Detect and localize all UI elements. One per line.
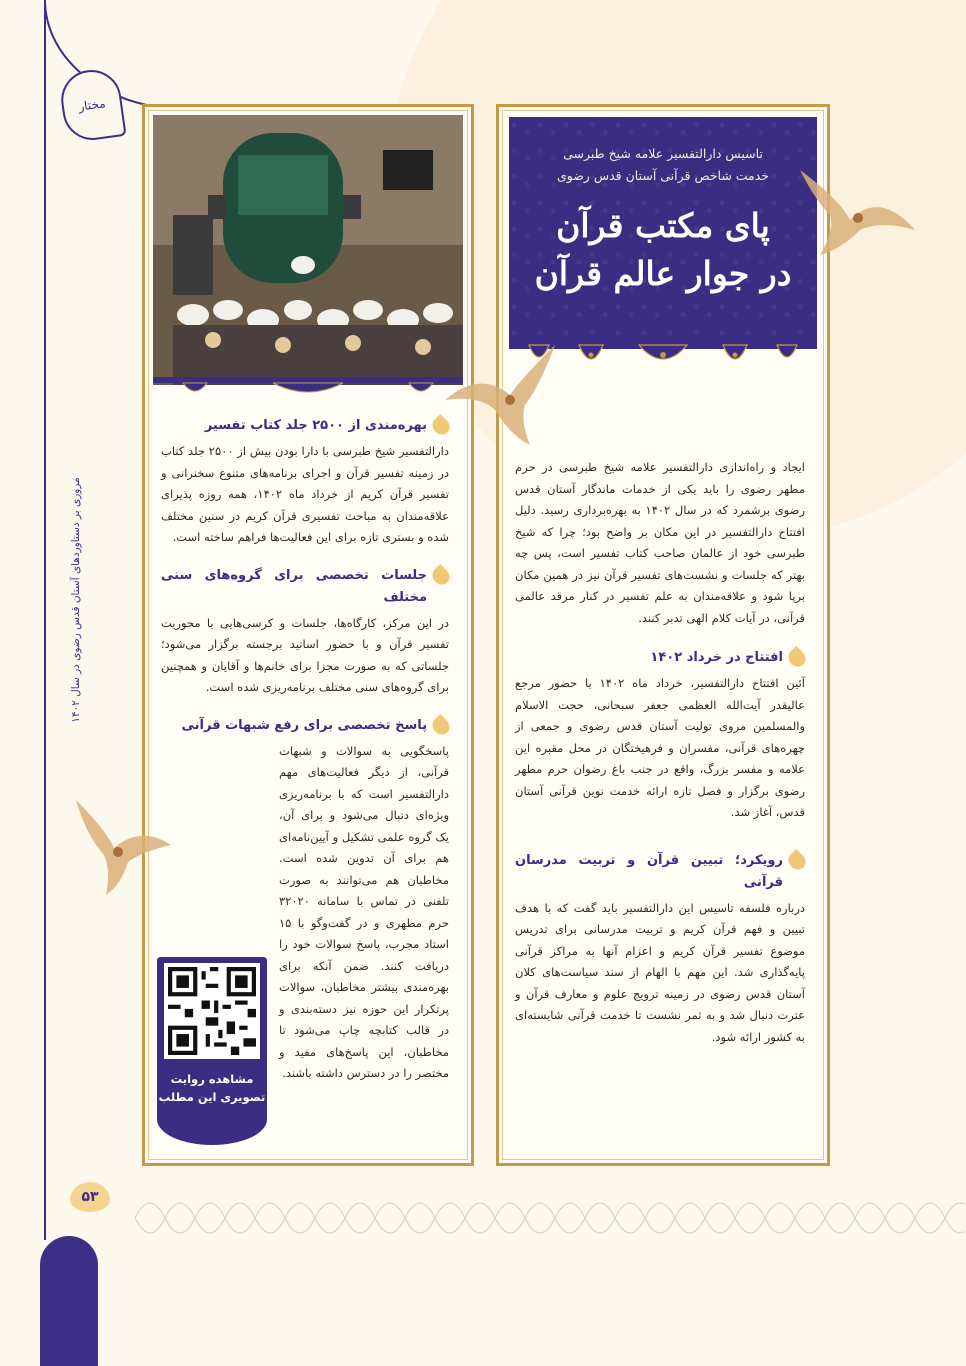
side-line bbox=[44, 0, 46, 1240]
bird-icon bbox=[66, 790, 176, 900]
leaf-icon bbox=[785, 646, 809, 670]
supertitle-2: خدمت شاخص قرآنی آستان قدس رضوی bbox=[556, 168, 770, 183]
section-title: پاسخ تخصصی برای رفع شبهات قرآنی bbox=[181, 717, 427, 733]
leaf-icon bbox=[429, 563, 453, 587]
qr-code-box[interactable] bbox=[157, 957, 267, 1145]
section-paragraph: دارالتفسیر شیخ طبرسی با دارا بودن بیش از ۲۵۰۰ جلد کتاب در زمینه تفسیر قرآن و اجرای برنامه‌های متنوع سخنرانی و تفسیر قرآن کریم از خرداد ماه ۱۴۰۲، همه روزه پذیرای علاقه‌مندان به مباحث تفسیری قرآن کریم در سنین مختلف شده و بستری تازه برای این فعالیت‌ها فراهم ساخته است. bbox=[161, 444, 449, 544]
section-paragraph: درباره فلسفه تاسیس این دارالتفسیر باید گفت که با هدف تبیین و فهم قرآن کریم و تربیت مدرسانی برای تدریس موضوع تفسیر قرآن کریم و اعزام آنها به مراکز قرآنی پایه‌گذاری شد. این مهم با الهام از سند سیاست‌های کلان آستان قدس رضوی در زمینه ترویج علوم و معارف قرآن و عترت دنبال شد و به ثمر نشست تا خدمت قرآنی شایسته‌ای به کشور ارائه شود. bbox=[515, 900, 805, 1044]
photo-ornament bbox=[153, 377, 463, 399]
vertical-series-title: مروری بر دستاوردهای آستان قدس رضوی در سال ۱۴۰۲ bbox=[70, 477, 82, 723]
section-heading bbox=[161, 565, 449, 609]
qr-code[interactable] bbox=[164, 963, 260, 1059]
section-title: رویکرد؛ تبیین قرآن و تربیت مدرسان قرآنی bbox=[515, 852, 783, 890]
right-body bbox=[515, 457, 805, 1048]
section-heading bbox=[161, 715, 449, 737]
section-title: افتتاح در خرداد ۱۴۰۲ bbox=[650, 650, 783, 665]
intro-paragraph: ایجاد و راه‌اندازی دارالتفسیر علامه شیخ طبرسی در حرم مطهر رضوی را باید یکی از خدمات ماندگار آستان قدس رضوی برشمرد که در سال ۱۴۰۲ به بهره‌برداری رسید. دلیل افتتاح دارالتفسیر در این مکان بر واضح بود؛ چرا که شیخ طبرسی خود از عالمان صاحب کتاب تفسیر است، پس چه بهتر که جلسات و نشست‌های تفسیر قرآن نیز در همین مکان برپا شود و علاقه‌مندان به علم تفسیر در کنار مرقد عالمی قرآنی، در آیات کلام الهی تدبر کنند. bbox=[515, 460, 805, 625]
leaf-icon bbox=[429, 713, 453, 737]
ceremony-photo bbox=[153, 115, 463, 385]
leaf-icon bbox=[785, 848, 809, 872]
section-title: جلسات تخصصی برای گروه‌های سنی مختلف bbox=[161, 567, 427, 605]
section-title: بهره‌مندی از ۲۵۰۰ جلد کتاب تفسیر bbox=[204, 418, 427, 433]
right-column bbox=[496, 104, 830, 1166]
page-number: ۵۳ bbox=[70, 1182, 110, 1212]
section-paragraph: در این مرکز، کارگاه‌ها، جلسات و کرسی‌هایی با محوریت تفسیر قرآن و با حضور اساتید برجسته برگزار می‌شود؛ جلساتی که به صورت مجزا برای خانم‌ها و آقایان و همچنین برای گروه‌های سنی مختلف برنامه‌ریزی شده است. bbox=[161, 615, 449, 694]
section-paragraph: پاسخگویی به سوالات و شبهات قرآنی، از دیگر فعالیت‌های مهم دارالتفسیر است که با برنامه‌ریزی ویژه‌ای دنبال می‌شود و برای آن، یک گروه علمی تشکیل و آیین‌نامه‌ای هم برای آن تدوین شده است. مخاطبان هم می‌توانند به صورت تلفنی در تماس با سامانه ۳۲۰۲۰ حرم مطهری و در گفت‌وگو با ۱۵ استاد مجرب، پاسخ سوالات خود را دریافت کنند. ضمن آنکه برای بهره‌مندی بیشتر مخاطبان، سوالات پرتکرار این حوزه نیز دسته‌بندی و در قالب کتابچه چاپ می‌شود تا مخاطبان، این پاسخ‌های مفید و مختصر را در دسترس داشته باشند. bbox=[279, 743, 449, 1080]
bird-icon bbox=[790, 160, 920, 260]
bird-icon bbox=[440, 340, 560, 450]
title-banner bbox=[509, 117, 817, 349]
badge-text: مختار bbox=[77, 96, 107, 114]
section-heading bbox=[515, 850, 805, 894]
qr-label: مشاهده روایت تصویری این مطلب bbox=[158, 1072, 266, 1104]
section-paragraph: آئین افتتاح دارالتفسیر، خرداد ماه ۱۴۰۲ با حضور مرجع عالیقدر آیت‌الله العظمی جعفر سبحانی، حجت الاسلام والمسلمین مروی تولیت آستان قدس رضوی و جمعی از چهره‌های قرآنی، مفسران و فرهیختگان در محل مقبره این علامه و مفسر بزرگ، واقع در جنب باغ رضوان حرم مطهر رضوی برگزار و فصل تازه ارائه خدمت نوین قرآنی آستان قدس، آغاز شد. bbox=[515, 676, 805, 819]
main-title-line-1: پای مکتب قرآن bbox=[556, 206, 770, 245]
left-column bbox=[142, 104, 474, 1166]
bottom-pattern bbox=[135, 1188, 965, 1248]
side-tab bbox=[40, 1236, 98, 1366]
section-heading bbox=[515, 647, 805, 669]
main-title-line-2: در جوار عالم قرآن bbox=[534, 254, 792, 293]
section-heading bbox=[161, 415, 449, 437]
supertitle-1: تاسیس دارالتفسیر علامه شیخ طبرسی bbox=[563, 146, 763, 161]
